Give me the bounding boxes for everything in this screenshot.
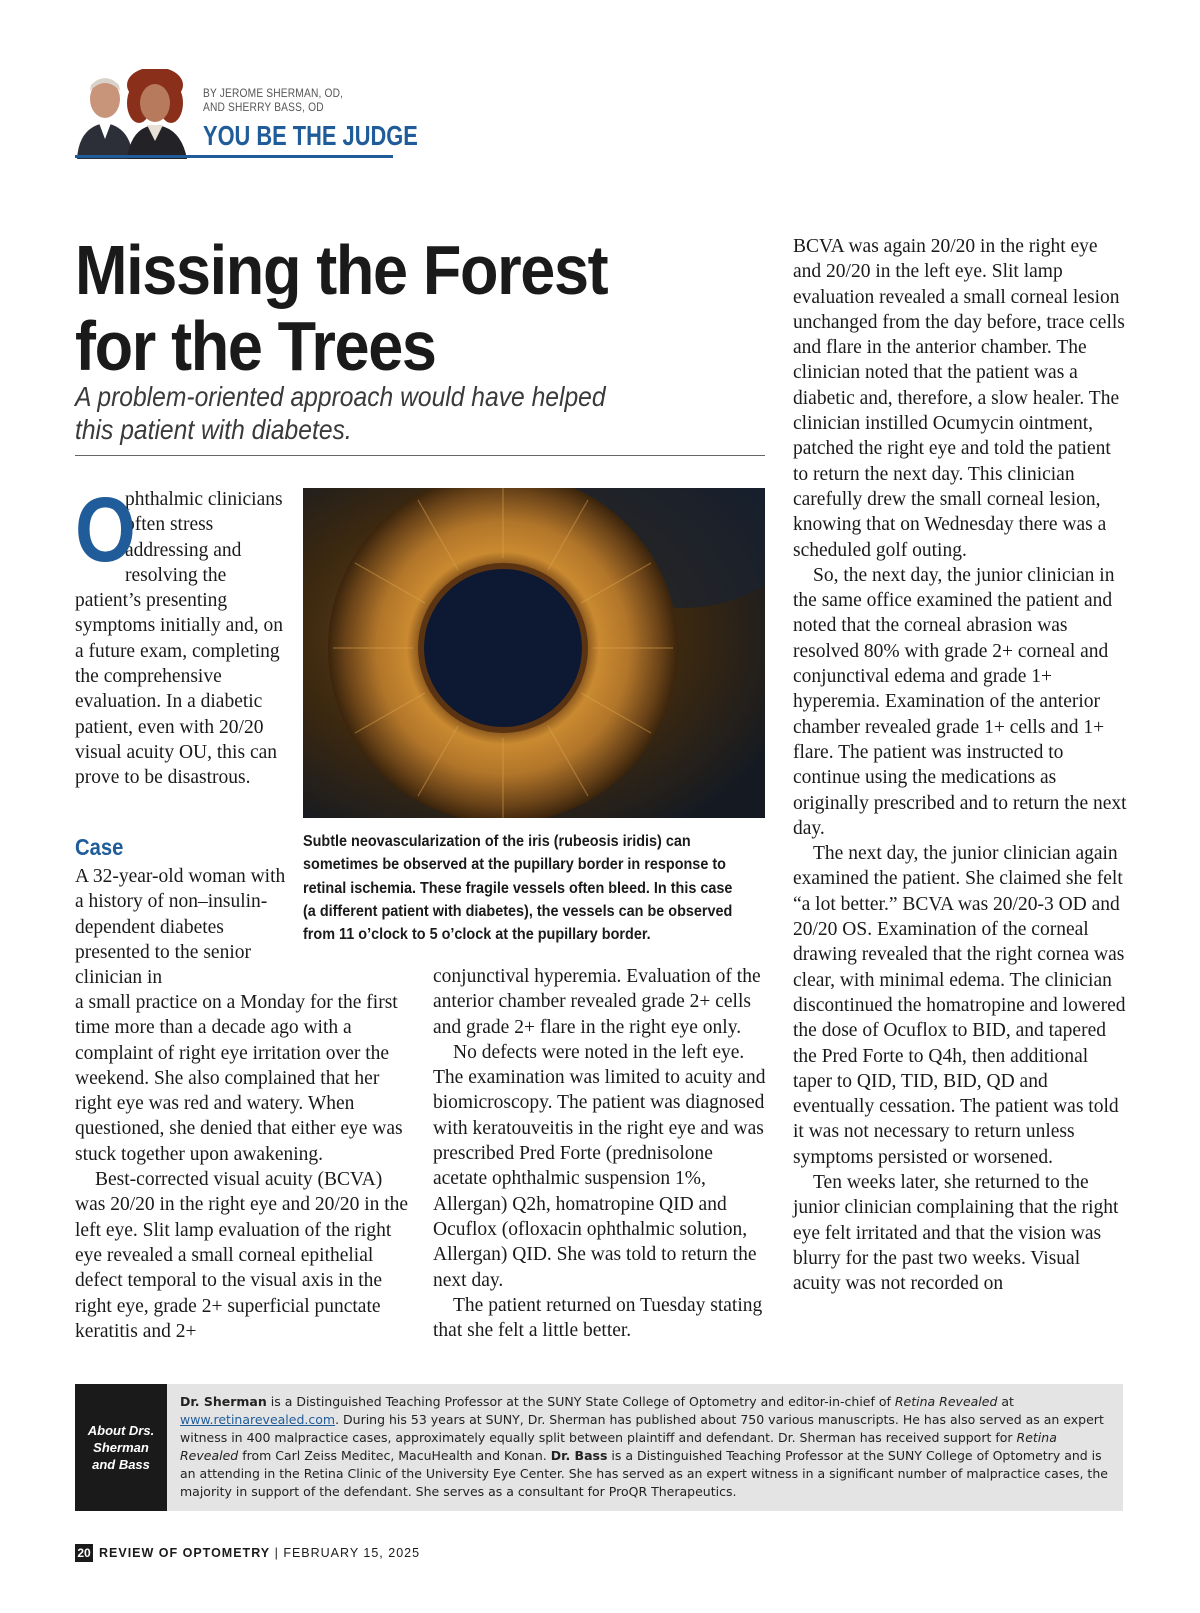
about-label-text: About Drs. Sherman and Bass (87, 1423, 155, 1472)
col3-paragraph-3: The next day, the junior clinician again examined the patient. She claimed she felt “a lot better.” BCVA was 20/20-3 OD and 20/20 OS. Examination of the corneal drawing revealed that the right cornea was clear, with minimal edema. The clinician discontinued the homatropine and lowered the dose of Ocuflox to BID, and tapered the Pred Forte to Q4h, then additional taper to QID, TID, BID, QD and eventually cessation. The patient was told it was not necessary to return unless symptoms persisted or worsened. (793, 843, 1126, 1168)
col2-paragraph-2: No defects were noted in the left eye. The examination was limited to acuity and biomicroscopy. The patient was diagnosed with keratouveitis in the right eye and was prescribed Pred Forte (prednisolone acetate ophthalmic suspension 1%, Allergan) Q2h, homatropine QID and Ocuflox (ofloxacin ophthalmic solution, Allergan) QID. She was told to return the next day. (433, 1041, 766, 1291)
column-2 (433, 964, 768, 1343)
title-rule (75, 455, 765, 456)
footer-publication: REVIEW OF OPTOMETRY (99, 1546, 271, 1560)
about-sherman-text: is a Distinguished Teaching Professor at the SUNY State College of Optometry and editor-in-chief of (266, 1394, 895, 1409)
col3-paragraph-2: So, the next day, the junior clinician in the same office examined the patient and noted that the corneal abrasion was resolved 80% with grade 2+ corneal and conjunctival edema and grade 1+ hyperemia. Examination of the anterior chamber revealed grade 1+ cells and 1+ flare. The patient was instructed to continue using the medications as originally prescribed and to return the next day. (793, 564, 1127, 839)
about-sherman-rest: . During his 53 years at SUNY, Dr. Sherman has published about 750 various manuscripts. He has also served as an expert witness in 400 malpractice cases, approximately equally split between plaintiff and defendant. Dr. Sherman has received support for (180, 1412, 1104, 1445)
case-paragraph-1-end: a small practice on a Monday for the first time more than a decade ago with a complaint of right eye irritation over the weekend. She also complained that her right eye was red and watery. When questioned, she denied that either eye was stuck together upon awakening. (75, 992, 403, 1165)
iris-photo (303, 488, 765, 818)
case-heading: Case (75, 834, 124, 860)
about-sherman-name: Dr. Sherman (180, 1394, 267, 1409)
article-subtitle: A problem-oriented approach would have helped this patient with diabetes. (75, 381, 606, 445)
col2-paragraph-3: The patient returned on Tuesday stating that she felt a little better. (433, 1294, 763, 1342)
case-paragraph-2: Best-corrected visual acuity (BCVA) was 20/20 in the right eye and 20/20 in the left eye. Slit lamp evaluation of the right eye revealed a small corneal epithelial defect temporal to the visual axis in the right eye, grade 2+ superficial punctate keratitis and 2+ (75, 1169, 409, 1342)
byline-line-1: BY JEROME SHERMAN, OD, (203, 86, 344, 100)
about-authors-box (75, 1384, 1123, 1511)
col3-paragraph-4: Ten weeks later, she returned to the junior clinician complaining that the right eye felt irritated and that the vision was blurry for the past two weeks. Visual acuity was not recorded on (793, 1171, 1119, 1295)
about-sherman-end: from Carl Zeiss Meditec, MacuHealth and Konan. (238, 1448, 551, 1463)
intro-paragraph (75, 479, 290, 791)
intro-text: phthalmic clinicians often stress addressing and resolving the patient’s presenting symptoms initially and, on a future exam, completing the comprehensive evaluation. In a diabetic patient, even with 20/20 visual acuity OU, this can prove to be disastrous. (75, 489, 283, 789)
about-publication: Retina Revealed (894, 1394, 998, 1409)
column-3 (793, 234, 1128, 1296)
byline (203, 86, 343, 114)
author-photos (75, 69, 193, 159)
about-bass-text: is a Distinguished Teaching Professor at the SUNY College of Optometry and is an attending in the Retina Clinic of the University Eye Center. She has served as an expert witness in a significant number of malpractice cases, the majority in support of the defendant. She serves as a consultant for ProQR Therapeutics. (180, 1448, 1108, 1499)
about-label (75, 1384, 167, 1511)
retina-revealed-link[interactable]: www.retinarevealed.com (180, 1412, 336, 1427)
case-paragraph-1-start: A 32-year-old woman with a history of non–insulin-dependent diabetes presented to the senior clinician in (75, 866, 286, 989)
byline-line-2: AND SHERRY BASS, OD (203, 100, 324, 114)
about-text (180, 1393, 1110, 1501)
article-title: Missing the Forest for the Trees (75, 231, 608, 385)
figure-caption: Subtle neovascularization of the iris (rubeosis iridis) can sometimes be observed at the pupillary border in response to retinal ischemia. These fragile vessels often bleed. In this case (a different patient with diabetes), the vessels can be observed from 11 o’clock to 5 o’clock at the pupillary border. (303, 833, 733, 944)
drop-cap: O (75, 479, 136, 581)
about-at: at (997, 1394, 1014, 1409)
about-publication-2: Retina Revealed (180, 1430, 1057, 1463)
case-column-continued (75, 990, 410, 1344)
footer (99, 1544, 420, 1562)
footer-separator: | (274, 1546, 279, 1560)
about-bass-name: Dr. Bass (550, 1448, 608, 1463)
header-rule (75, 155, 393, 158)
page-number: 20 (75, 1544, 93, 1562)
col2-paragraph-1: conjunctival hyperemia. Evaluation of the anterior chamber revealed grade 2+ cells and grade 2+ flare in the right eye only. (433, 966, 761, 1038)
col3-paragraph-1: BCVA was again 20/20 in the right eye and 20/20 in the left eye. Slit lamp evaluation revealed a small corneal lesion unchanged from the day before, trace cells and flare in the anterior chamber. The clinician noted that the patient was a diabetic and, therefore, a slow healer. The clinician instilled Ocumycin ointment, patched the right eye and told the patient to return the next day. This clinician carefully drew the small corneal lesion, knowing that on Wednesday there was a scheduled golf outing. (793, 236, 1125, 561)
column-name: YOU BE THE JUDGE (203, 120, 418, 151)
footer-date: FEBRUARY 15, 2025 (283, 1546, 421, 1560)
